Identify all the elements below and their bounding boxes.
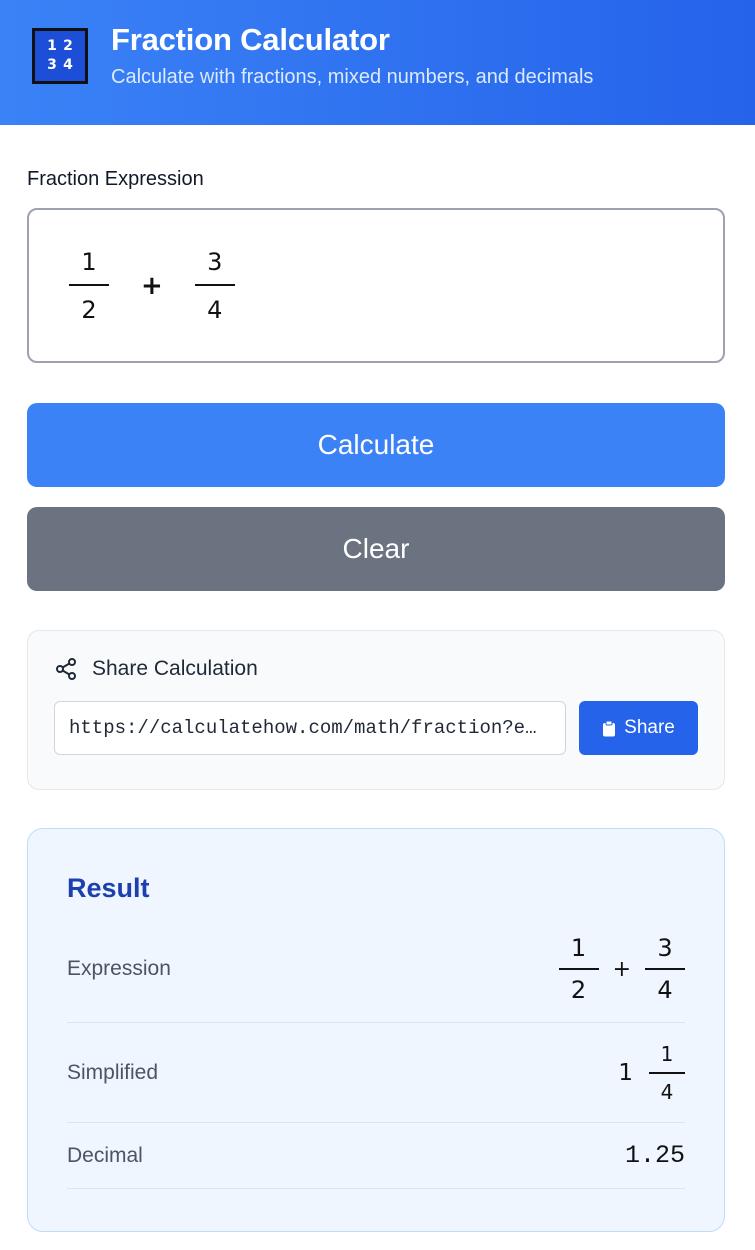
numerator: 3 xyxy=(657,934,673,962)
decimal-value: 1.25 xyxy=(624,1141,685,1170)
page-title: Fraction Calculator xyxy=(111,22,390,57)
numerator[interactable]: 3 xyxy=(207,247,223,276)
expression-label: Expression xyxy=(67,957,171,980)
result-expression-value xyxy=(559,936,685,1002)
numerator: 1 xyxy=(660,1041,674,1066)
clear-button[interactable]: Clear xyxy=(27,507,725,591)
result-title: Result xyxy=(67,873,150,903)
fraction-bar xyxy=(69,284,109,286)
numerator: 1 xyxy=(570,934,587,962)
result-panel xyxy=(27,828,725,1232)
expression-input[interactable] xyxy=(27,208,725,363)
fraction-bar xyxy=(645,968,685,970)
logo-digit: 3 xyxy=(47,57,57,73)
result-fraction-right xyxy=(645,936,685,1002)
expression-fraction-right[interactable] xyxy=(195,247,235,324)
denominator: 4 xyxy=(657,976,673,1004)
result-row-decimal xyxy=(67,1123,685,1189)
simplified-label: Simplified xyxy=(67,1060,159,1084)
share-row xyxy=(54,701,698,755)
fraction-bar xyxy=(195,284,235,286)
share-heading-row xyxy=(54,657,698,681)
expression-fraction-left[interactable] xyxy=(69,247,109,324)
app-header xyxy=(0,0,755,125)
calculate-button[interactable]: Calculate xyxy=(27,403,725,487)
main-content xyxy=(0,168,755,1232)
share-panel xyxy=(27,630,725,790)
operator-plus: + xyxy=(141,270,163,301)
denominator: 4 xyxy=(660,1079,674,1104)
result-fraction-left xyxy=(559,936,599,1002)
numerator[interactable]: 1 xyxy=(81,247,97,276)
logo-digit: 2 xyxy=(63,38,73,54)
fraction-bar xyxy=(559,968,599,970)
share-url-input[interactable] xyxy=(54,701,566,755)
fraction-logo-icon xyxy=(32,28,88,84)
denominator: 2 xyxy=(570,976,587,1004)
decimal-label: Decimal xyxy=(67,1143,143,1167)
denominator[interactable]: 4 xyxy=(207,295,223,324)
share-nodes-icon xyxy=(54,657,78,681)
expression-field-label: Fraction Expression xyxy=(27,168,204,190)
share-button[interactable] xyxy=(579,701,698,755)
mixed-whole-number: 1 xyxy=(618,1059,633,1086)
logo-digit: 1 xyxy=(47,38,57,54)
result-row-expression xyxy=(67,916,685,1023)
simplified-value xyxy=(618,1041,685,1104)
share-heading: Share Calculation xyxy=(92,657,258,680)
mixed-fraction xyxy=(649,1041,685,1104)
fraction-bar xyxy=(649,1072,685,1074)
operator-plus: + xyxy=(612,956,631,982)
denominator[interactable]: 2 xyxy=(81,295,97,324)
header-text xyxy=(111,22,593,89)
clipboard-icon xyxy=(602,720,616,737)
result-row-simplified xyxy=(67,1023,685,1123)
logo-digit: 4 xyxy=(63,57,73,73)
share-button-label[interactable]: Share xyxy=(624,717,675,738)
page-subtitle: Calculate with fractions, mixed numbers, and decimals xyxy=(111,66,594,88)
